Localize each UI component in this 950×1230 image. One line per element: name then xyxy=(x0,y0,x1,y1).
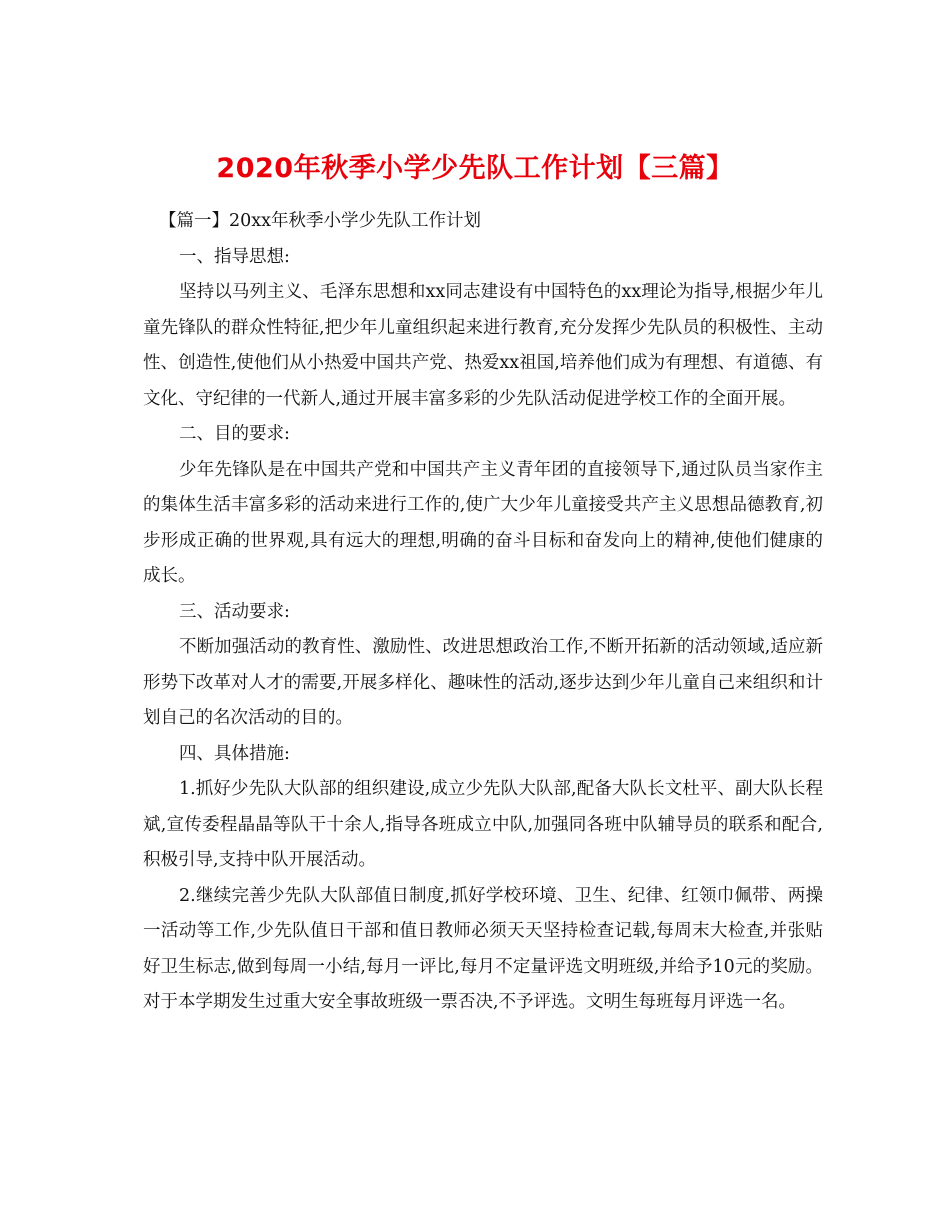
heading-guiding-ideology: 一、指导思想: xyxy=(179,246,290,267)
section-subtitle: 【篇一】20xx年秋季小学少先队工作计划 xyxy=(159,211,482,231)
paragraph-guiding-ideology: 坚持以马列主义、毛泽东思想和xx同志建设有中国特色的xx理论为指导,根据少年儿童先锋队的群众性特征,把少年儿童组织起来进行教育,充分发挥少先队员的积极性、主动性、创造性,使他们从小热爱中国共产党、热爱xx祖国,培养他们成为有理想、有道德、有文化、守纪律的一代新人,通过开展丰富多彩的少先队活动促进学校工作的全面开展。 xyxy=(143,282,823,409)
paragraph-activity-requirements: 不断加强活动的教育性、激励性、改进思想政治工作,不断开拓新的活动领域,适应新形势下改革对人才的需要,开展多样化、趣味性的活动,逐步达到少年儿童自己来组织和计划自己的名次活动的目的。 xyxy=(143,637,823,728)
document-body xyxy=(143,204,823,1021)
heading-activity-requirements: 三、活动要求: xyxy=(179,601,290,622)
heading-objectives: 二、目的要求: xyxy=(179,424,290,444)
paragraph-measure-2: 2.继续完善少先队大队部值日制度,抓好学校环境、卫生、纪律、红领巾佩带、两操一活动等工作,少先队值日干部和值日教师必须天天坚持检查记载,每周末大检查,并张贴好卫生标志,做到每周一小结,每月一评比,每月不定量评选文明班级,并给予10元的奖励。对于本学期发生过重大安全事故班级一票否决,不予评选。文明生每班每月评选一名。 xyxy=(143,885,823,1012)
heading-specific-measures: 四、具体措施: xyxy=(179,743,290,764)
paragraph-measure-1: 1.抓好少先队大队部的组织建设,成立少先队大队部,配备大队长文杜平、副大队长程斌,宣传委程晶晶等队干十余人,指导各班成立中队,加强同各班中队辅导员的联系和配合,积极引导,支持中队开展活动。 xyxy=(143,779,823,870)
paragraph-objectives: 少年先锋队是在中国共产党和中国共产主义青年团的直接领导下,通过队员当家作主的集体生活丰富多彩的活动来进行工作的,使广大少年儿童接受共产主义思想品德教育,初步形成正确的世界观,具有远大的理想,明确的奋斗目标和奋发向上的精神,使他们健康的成长。 xyxy=(143,459,823,586)
document-title: 2020年秋季小学少先队工作计划【三篇】 xyxy=(216,153,734,185)
